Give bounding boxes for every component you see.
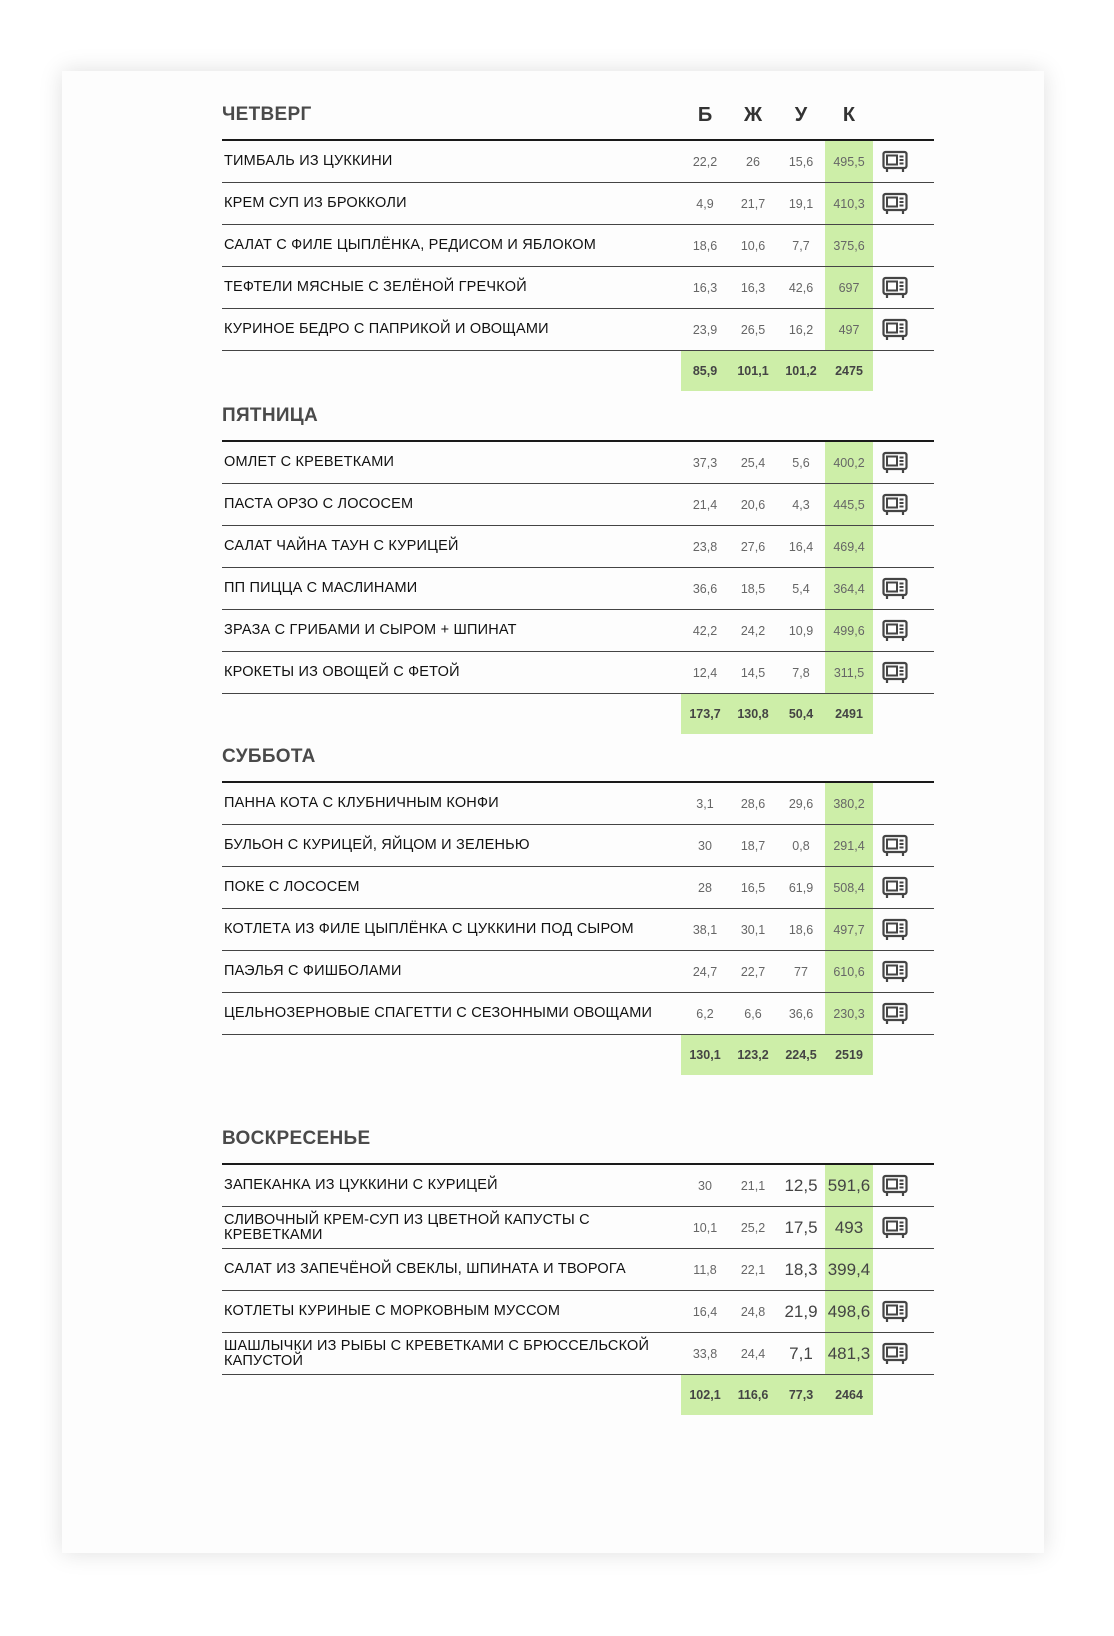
microwave-icon	[882, 192, 908, 216]
kcal-value: 493	[825, 1207, 873, 1248]
kcal-value: 508,4	[825, 867, 873, 908]
fat-value: 6,6	[744, 1006, 762, 1021]
totals-row	[222, 694, 934, 734]
dish-name: ШАШЛЫЧКИ ИЗ РЫБЫ С КРЕВЕТКАМИ С БРЮССЕЛЬСКОЙ КАПУСТОЙ	[224, 1337, 650, 1369]
kcal-value: 481,3	[825, 1333, 873, 1374]
protein-value: 12,4	[692, 665, 718, 680]
dish-name: САЛАТ С ФИЛЕ ЦЫПЛЁНКА, РЕДИСОМ И ЯБЛОКОМ	[224, 237, 597, 253]
dish-name: ТЕФТЕЛИ МЯСНЫЕ С ЗЕЛЁНОЙ ГРЕЧКОЙ	[224, 279, 527, 295]
fat-value: 26,5	[740, 322, 766, 337]
protein-value: 11,8	[693, 1262, 717, 1277]
dish-name: САЛАТ ЧАЙНА ТАУН С КУРИЦЕЙ	[224, 538, 459, 554]
protein-value: 22,2	[692, 154, 718, 169]
dish-name: КРОКЕТЫ ИЗ ОВОЩЕЙ С ФЕТОЙ	[224, 664, 460, 680]
column-header-u: У	[794, 104, 808, 126]
dish-name: КОТЛЕТА ИЗ ФИЛЕ ЦЫПЛЁНКА С ЦУККИНИ ПОД СЫРОМ	[224, 921, 634, 937]
microwave-icon	[882, 1300, 908, 1324]
kcal-value: 291,4	[825, 825, 873, 866]
carbs-value: 15,6	[788, 154, 814, 169]
carbs-value: 17,5	[784, 1217, 818, 1237]
microwave-icon	[882, 960, 908, 984]
fat-value: 22,1	[740, 1262, 766, 1277]
dish-name: СЛИВОЧНЫЙ КРЕМ-СУП ИЗ ЦВЕТНОЙ КАПУСТЫ С КРЕВЕТКАМИ	[224, 1211, 590, 1243]
table-row	[222, 825, 934, 867]
fat-value: 25,2	[740, 1220, 766, 1235]
protein-value: 23,9	[692, 322, 718, 337]
menu-table	[222, 139, 934, 391]
day-title: ПЯТНИЦА	[222, 405, 318, 426]
protein-value: 30	[698, 1178, 712, 1193]
fat-value: 30,1	[740, 922, 766, 937]
fat-value: 10,6	[740, 238, 766, 253]
microwave-icon	[882, 318, 908, 342]
total-fat: 101,1	[729, 351, 777, 391]
carbs-value: 18,6	[788, 922, 814, 937]
total-fat: 123,2	[729, 1035, 777, 1075]
menu-table	[222, 781, 934, 1075]
total-protein: 102,1	[681, 1375, 729, 1415]
table-row	[222, 267, 934, 309]
protein-value: 37,3	[692, 455, 718, 470]
total-protein: 173,7	[681, 694, 729, 734]
fat-value: 14,5	[740, 665, 766, 680]
carbs-value: 10,9	[788, 623, 814, 638]
day-title: СУББОТА	[222, 746, 316, 767]
protein-value: 16,3	[692, 280, 718, 295]
totals-row	[222, 1035, 934, 1075]
table-row	[222, 610, 934, 652]
fat-value: 16,3	[740, 280, 766, 295]
table-row	[222, 484, 934, 526]
carbs-value: 77	[794, 964, 808, 979]
microwave-icon	[882, 1342, 908, 1366]
protein-value: 42,2	[692, 623, 718, 638]
microwave-icon	[882, 150, 908, 174]
kcal-value: 610,6	[825, 951, 873, 992]
table-row	[222, 1165, 934, 1207]
table-row	[222, 309, 934, 351]
dish-name: ЗРАЗА С ГРИБАМИ И СЫРОМ + ШПИНАТ	[224, 622, 517, 638]
fat-value: 22,7	[740, 964, 766, 979]
kcal-value: 399,4	[825, 1249, 873, 1290]
total-kcal: 2475	[825, 351, 873, 391]
fat-value: 25,4	[740, 455, 766, 470]
fat-value: 16,5	[740, 880, 766, 895]
fat-value: 18,5	[740, 581, 766, 596]
dish-name: КОТЛЕТЫ КУРИНЫЕ С МОРКОВНЫМ МУССОМ	[224, 1303, 561, 1319]
dish-name: ТИМБАЛЬ ИЗ ЦУККИНИ	[224, 153, 393, 169]
protein-value: 16,4	[692, 1304, 718, 1319]
kcal-value: 375,6	[825, 225, 873, 266]
microwave-icon	[882, 661, 908, 685]
column-header-k: К	[842, 104, 856, 126]
column-header-b: Б	[697, 104, 713, 126]
dish-name: КРЕМ СУП ИЗ БРОККОЛИ	[224, 195, 407, 211]
total-carbs: 224,5	[777, 1035, 825, 1075]
fat-value: 24,4	[740, 1346, 766, 1361]
total-carbs: 101,2	[777, 351, 825, 391]
fat-value: 24,2	[740, 623, 766, 638]
microwave-icon	[882, 1216, 908, 1240]
dish-name: ПАСТА ОРЗО С ЛОСОСЕМ	[224, 496, 414, 512]
table-row	[222, 867, 934, 909]
total-fat: 116,6	[729, 1375, 777, 1415]
table-row	[222, 442, 934, 484]
kcal-value: 230,3	[825, 993, 873, 1034]
total-kcal: 2519	[825, 1035, 873, 1075]
carbs-value: 7,8	[792, 665, 810, 680]
total-carbs: 50,4	[777, 694, 825, 734]
carbs-value: 19,1	[788, 196, 814, 211]
dish-name: ЦЕЛЬНОЗЕРНОВЫЕ СПАГЕТТИ С СЕЗОННЫМИ ОВОЩАМИ	[224, 1005, 653, 1021]
fat-value: 28,6	[740, 796, 766, 811]
microwave-icon	[882, 876, 908, 900]
dish-name: ПАЭЛЬЯ С ФИШБОЛАМИ	[224, 963, 402, 979]
kcal-value: 469,4	[825, 526, 873, 567]
carbs-value: 21,9	[784, 1301, 818, 1321]
carbs-value: 0,8	[792, 838, 810, 853]
kcal-value: 495,5	[825, 141, 873, 182]
protein-value: 36,6	[692, 581, 718, 596]
kcal-value: 499,6	[825, 610, 873, 651]
kcal-value: 380,2	[825, 783, 873, 824]
microwave-icon	[882, 619, 908, 643]
protein-value: 38,1	[692, 922, 718, 937]
dish-name: ОМЛЕТ С КРЕВЕТКАМИ	[224, 454, 395, 470]
carbs-value: 16,2	[788, 322, 814, 337]
carbs-value: 42,6	[788, 280, 814, 295]
carbs-value: 16,4	[788, 539, 814, 554]
protein-value: 21,4	[692, 497, 718, 512]
carbs-value: 5,4	[792, 581, 810, 596]
kcal-value: 591,6	[825, 1165, 873, 1206]
carbs-value: 7,1	[789, 1343, 813, 1363]
table-row	[222, 141, 934, 183]
kcal-value: 497	[825, 309, 873, 350]
table-row	[222, 783, 934, 825]
fat-value: 24,8	[740, 1304, 766, 1319]
microwave-icon	[882, 918, 908, 942]
microwave-icon	[882, 276, 908, 300]
protein-value: 23,8	[692, 539, 718, 554]
fat-value: 27,6	[740, 539, 766, 554]
column-header-zh: Ж	[743, 104, 763, 126]
total-protein: 85,9	[681, 351, 729, 391]
dish-name: БУЛЬОН С КУРИЦЕЙ, ЯЙЦОМ И ЗЕЛЕНЬЮ	[224, 837, 530, 853]
fat-value: 21,1	[740, 1178, 766, 1193]
protein-value: 6,2	[696, 1006, 714, 1021]
kcal-value: 445,5	[825, 484, 873, 525]
carbs-value: 4,3	[792, 497, 810, 512]
dish-name: КУРИНОЕ БЕДРО С ПАПРИКОЙ И ОВОЩАМИ	[224, 321, 549, 337]
total-kcal: 2464	[825, 1375, 873, 1415]
carbs-value: 5,6	[792, 455, 810, 470]
kcal-value: 497,7	[825, 909, 873, 950]
dish-name: ПАННА КОТА С КЛУБНИЧНЫМ КОНФИ	[224, 795, 499, 811]
carbs-value: 61,9	[788, 880, 814, 895]
protein-value: 24,7	[692, 964, 718, 979]
protein-value: 33,8	[692, 1346, 718, 1361]
total-fat: 130,8	[729, 694, 777, 734]
table-row	[222, 183, 934, 225]
protein-value: 3,1	[696, 796, 714, 811]
menu-table	[222, 1163, 934, 1415]
totals-row	[222, 1375, 934, 1415]
table-row	[222, 909, 934, 951]
kcal-value: 400,2	[825, 442, 873, 483]
kcal-value: 364,4	[825, 568, 873, 609]
kcal-value: 410,3	[825, 183, 873, 224]
carbs-value: 12,5	[784, 1175, 818, 1195]
microwave-icon	[882, 493, 908, 517]
fat-value: 26	[746, 154, 760, 169]
table-row	[222, 1249, 934, 1291]
fat-value: 20,6	[740, 497, 766, 512]
table-row	[222, 1207, 934, 1249]
microwave-icon	[882, 1002, 908, 1026]
carbs-value: 36,6	[788, 1006, 814, 1021]
kcal-value: 498,6	[825, 1291, 873, 1332]
protein-value: 10,1	[692, 1220, 718, 1235]
carbs-value: 18,3	[784, 1259, 818, 1279]
microwave-icon	[882, 834, 908, 858]
total-carbs: 77,3	[777, 1375, 825, 1415]
microwave-icon	[882, 1174, 908, 1198]
table-row	[222, 568, 934, 610]
protein-value: 30	[698, 838, 712, 853]
totals-row	[222, 351, 934, 391]
table-row	[222, 652, 934, 694]
carbs-value: 7,7	[792, 238, 810, 253]
total-protein: 130,1	[681, 1035, 729, 1075]
dish-name: ПП ПИЦЦА С МАСЛИНАМИ	[224, 580, 418, 596]
table-row	[222, 1333, 934, 1375]
fat-value: 21,7	[740, 196, 766, 211]
microwave-icon	[882, 577, 908, 601]
kcal-value: 311,5	[825, 652, 873, 693]
dish-name: САЛАТ ИЗ ЗАПЕЧЁНОЙ СВЕКЛЫ, ШПИНАТА И ТВОРОГА	[224, 1261, 626, 1277]
microwave-icon	[882, 451, 908, 475]
table-row	[222, 951, 934, 993]
menu-table	[222, 440, 934, 734]
table-row	[222, 993, 934, 1035]
protein-value: 28	[698, 880, 712, 895]
protein-value: 18,6	[692, 238, 718, 253]
table-row	[222, 1291, 934, 1333]
dish-name: ПОКЕ С ЛОСОСЕМ	[224, 879, 360, 895]
dish-name: ЗАПЕКАНКА ИЗ ЦУККИНИ С КУРИЦЕЙ	[224, 1177, 498, 1193]
table-row	[222, 526, 934, 568]
day-title: ЧЕТВЕРГ	[222, 104, 312, 125]
day-title: ВОСКРЕСЕНЬЕ	[222, 1128, 371, 1149]
carbs-value: 29,6	[788, 796, 814, 811]
total-kcal: 2491	[825, 694, 873, 734]
fat-value: 18,7	[740, 838, 766, 853]
table-row	[222, 225, 934, 267]
protein-value: 4,9	[696, 196, 714, 211]
kcal-value: 697	[825, 267, 873, 308]
